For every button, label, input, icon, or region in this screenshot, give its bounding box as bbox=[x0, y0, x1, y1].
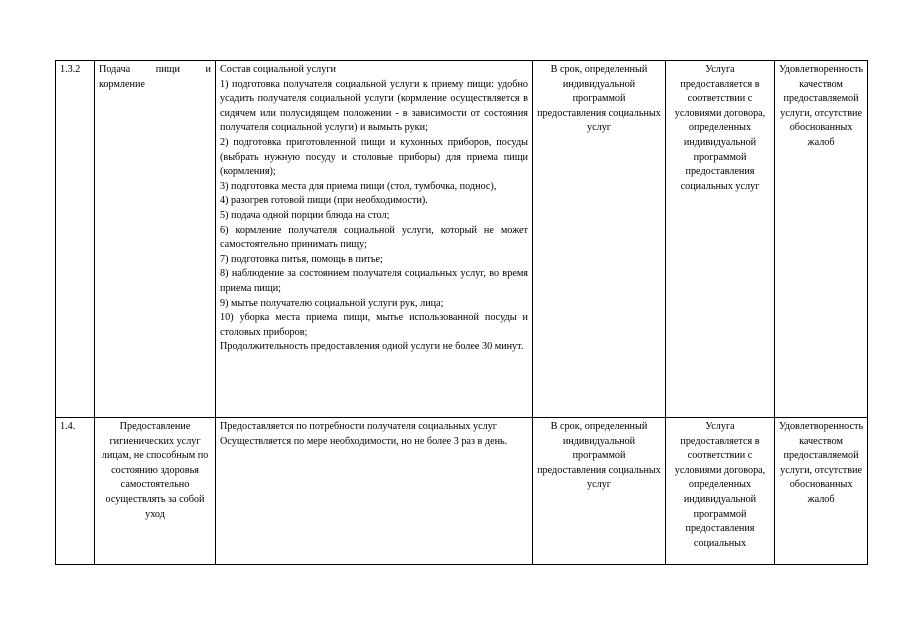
table-row bbox=[56, 61, 868, 418]
service-term: В срок, определенный индивидуальной программой предоставления социальных услуг bbox=[533, 418, 666, 565]
content-line: 2) подготовка приготовленной пищи и кухонных приборов, посуды (выбрать нужную посуду и столовые приборы) для приема пищи (кормления); bbox=[220, 136, 528, 178]
content-line: 10) уборка места приема пищи, мытье использованной посуды и столовых приборов; bbox=[220, 312, 528, 338]
service-term: В срок, определенный индивидуальной программой предоставления социальных услуг bbox=[533, 61, 666, 418]
content-line: 8) наблюдение за состоянием получателя социальных услуг, во время приема пищи; bbox=[220, 268, 528, 294]
content-line: Продолжительность предоставления одной услуги не более 30 минут. bbox=[220, 341, 524, 353]
table-row bbox=[56, 418, 868, 565]
content-line: 5) подача одной порции блюда на стол; bbox=[220, 209, 390, 221]
service-quality: Удовлетворенность качеством предоставляемой услуги, отсутствие обоснованных жалоб bbox=[775, 418, 868, 565]
content-line: Осуществляется по мере необходимости, но не более 3 раз в день. bbox=[220, 435, 508, 447]
service-conditions-text: Услуга предоставляется в соответствии с условиями договора, определенных индивидуальной программой предоставления социальных bbox=[674, 421, 766, 549]
service-conditions: Услуга предоставляется в соответствии с условиями договора, определенных индивидуальной программой предоставления социальных услуг bbox=[666, 61, 775, 418]
service-name: Подача пищи и кормление bbox=[95, 61, 216, 418]
content-line: 4) разогрев готовой пищи (при необходимости). bbox=[220, 195, 428, 207]
content-line: 6) кормление получателя социальной услуги, который не может самостоятельно принимать пищу; bbox=[220, 224, 528, 251]
service-number: 1.4. bbox=[56, 418, 95, 565]
service-number: 1.3.2 bbox=[56, 61, 95, 418]
service-quality: Удовлетворенность качеством предоставляемой услуги, отсутствие обоснованных жалоб bbox=[775, 61, 868, 418]
content-line: 9) мытье получателю социальной услуги рук, лица; bbox=[220, 297, 444, 309]
content-line: 1) подготовка получателя социальной услуги к приему пищи: удобно усадить получателя социальной услуги (кормление осуществляется в сидячем или полусидящем положении - в зависимости от состояния получателя социальной услуги) и вымыть руки; bbox=[220, 78, 528, 134]
content-line: 3) подготовка места для приема пищи (стол, тумбочка, поднос), bbox=[220, 180, 497, 192]
content-line: Состав социальной услуги bbox=[220, 64, 336, 75]
service-name: Предоставление гигиенических услуг лицам, не способным по состоянию здоровья самостоятельно осуществлять за собой уход bbox=[95, 418, 216, 565]
service-conditions bbox=[666, 418, 775, 565]
service-content bbox=[216, 61, 533, 418]
content-line: Предоставляется по потребности получателя социальных услуг bbox=[220, 421, 497, 432]
content-line: 7) подготовка питья, помощь в питье; bbox=[220, 253, 383, 265]
services-table bbox=[55, 60, 868, 565]
service-content bbox=[216, 418, 533, 565]
